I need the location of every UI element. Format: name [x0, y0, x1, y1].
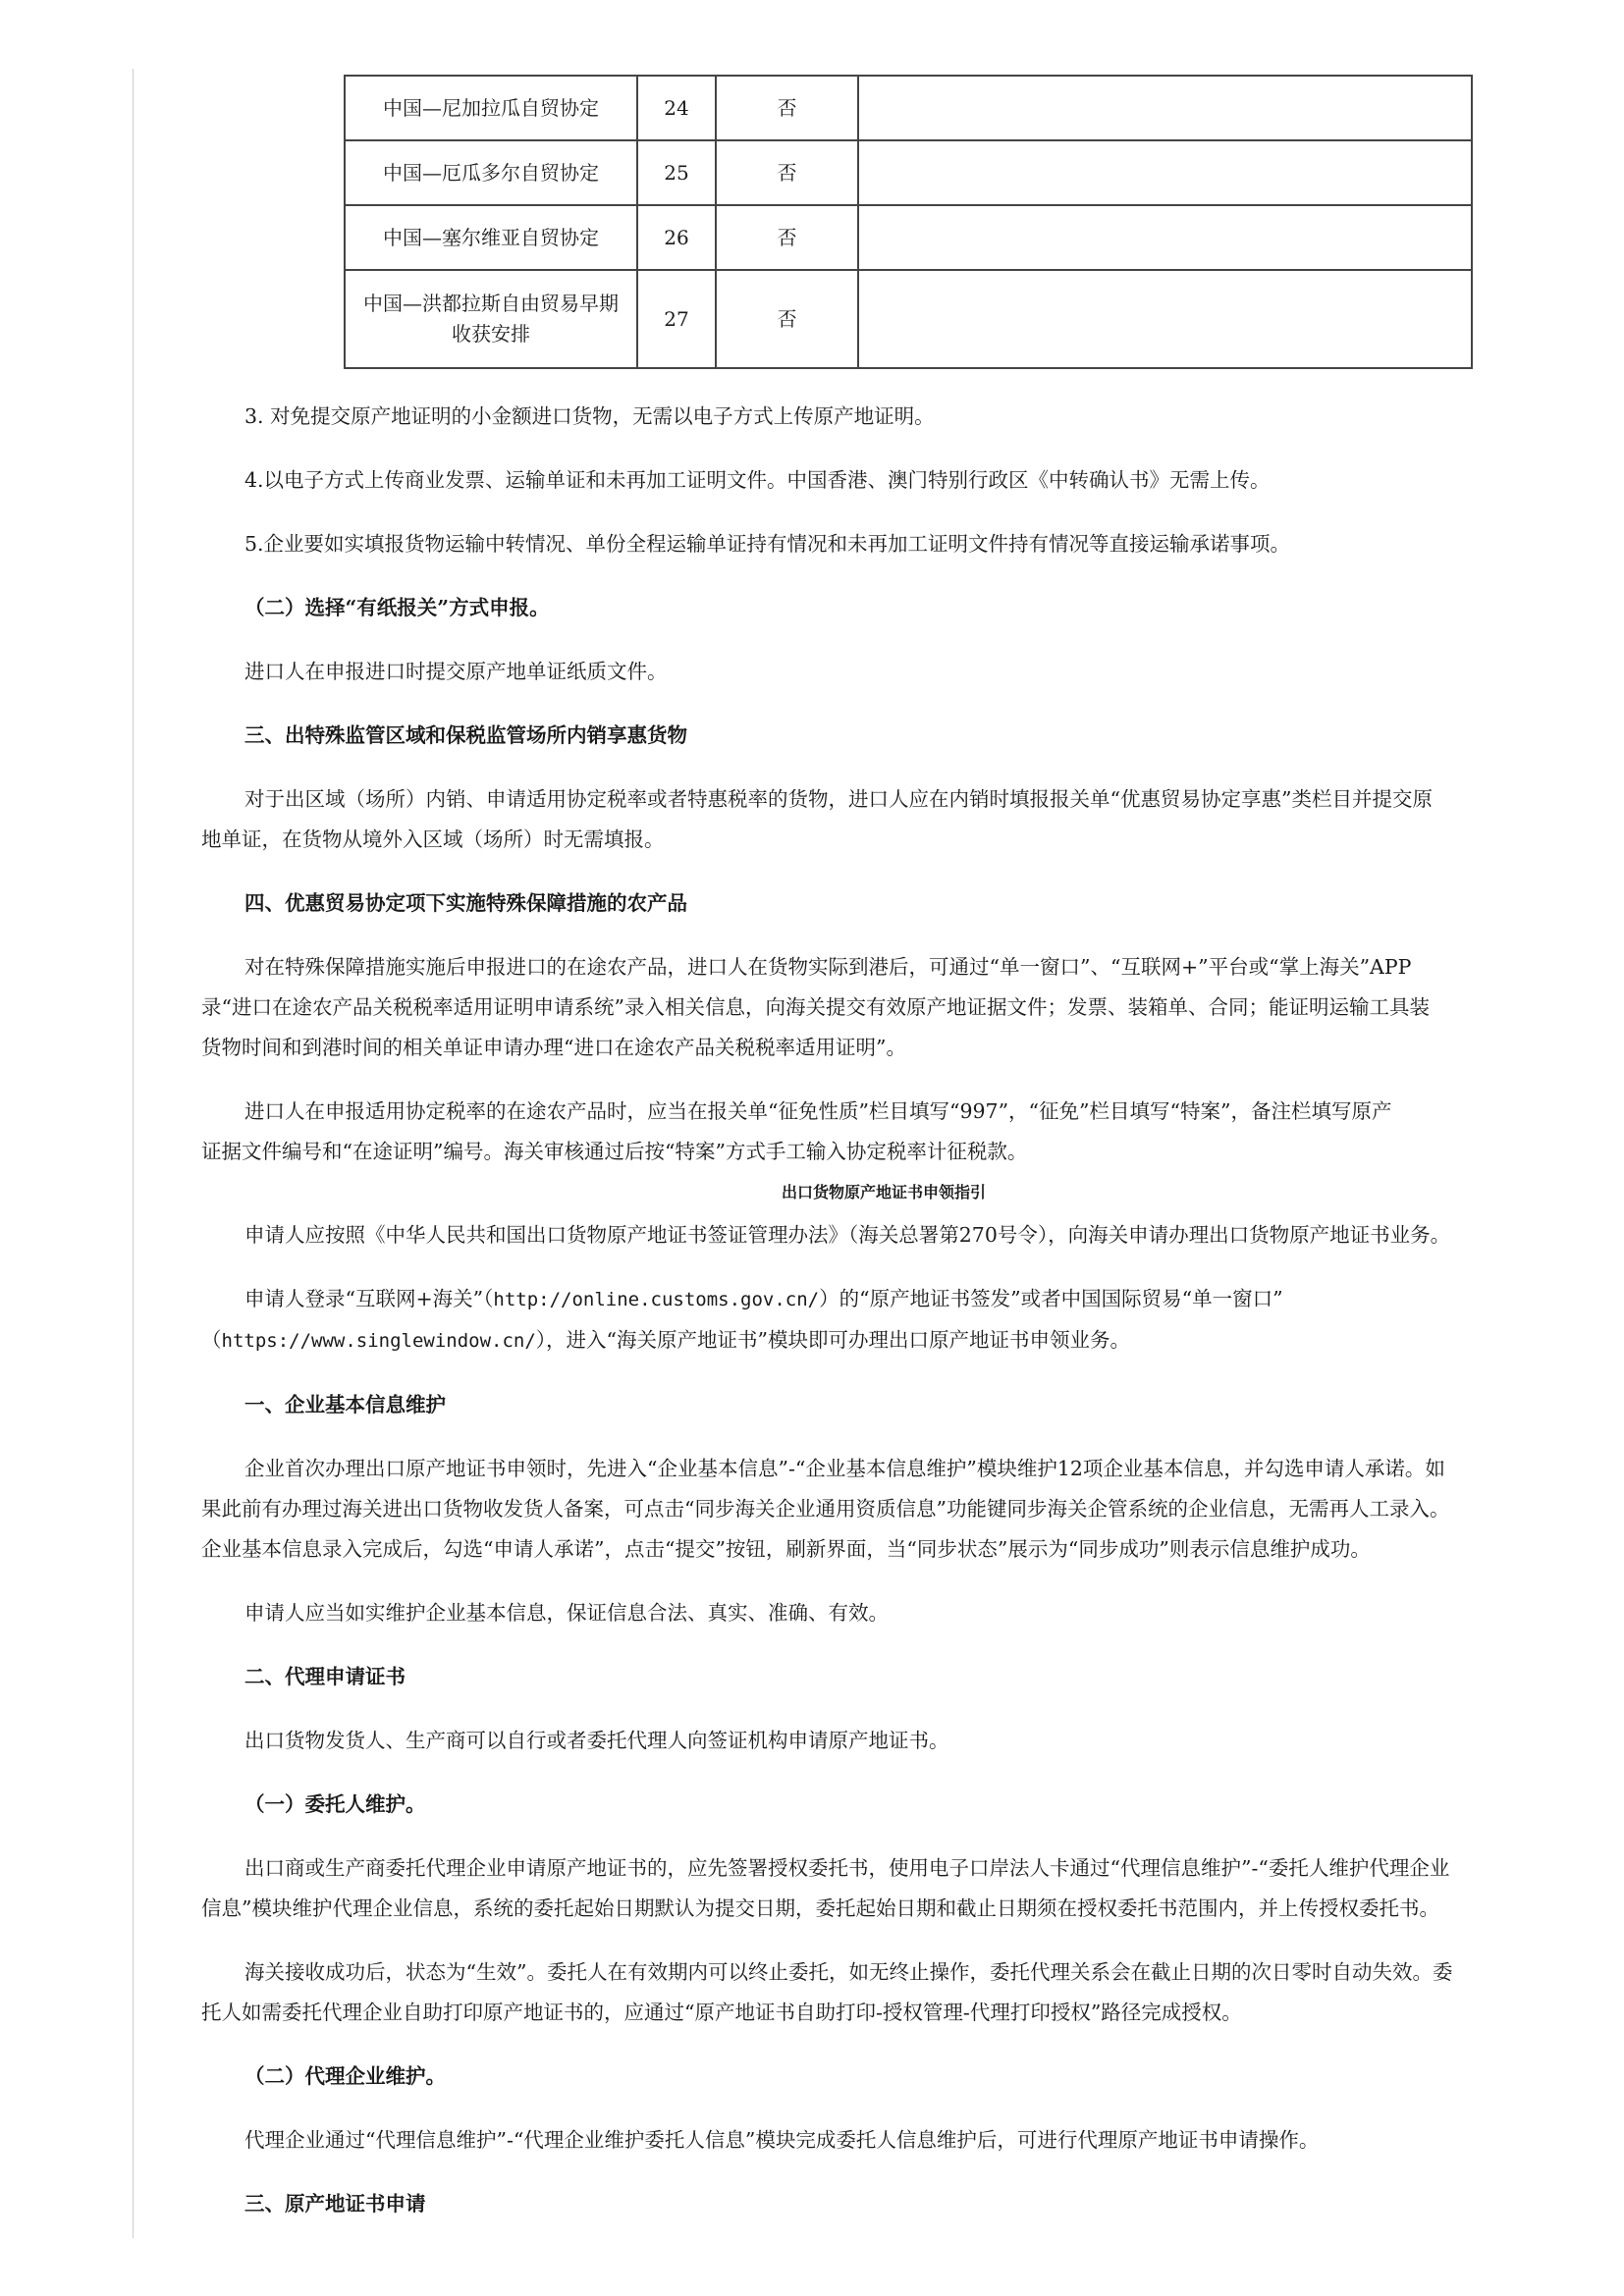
- section-heading: 四、优惠贸易协定项下实施特殊保障措施的农产品: [244, 891, 687, 915]
- table-cell-extra: [858, 270, 1472, 368]
- table-cell-flag: 否: [716, 270, 858, 368]
- text-span: 申请人登录“互联网+海关”（: [244, 1287, 494, 1310]
- paragraph-line: [201, 1320, 1566, 1362]
- paragraph: 代理企业通过“代理信息维护”-“代理企业维护委托人信息”模块完成委托人信息维护后，可进行代理原产地证书申请操作。: [244, 2128, 1320, 2152]
- paragraph: 3. 对免提交原产地证明的小金额进口货物，无需以电子方式上传原产地证明。: [244, 404, 935, 428]
- table-cell-name: 中国—塞尔维亚自贸协定: [345, 205, 637, 270]
- paragraph-line: 地单证，在货物从境外入区域（场所）时无需填报。: [201, 828, 665, 851]
- paragraph-line: 对在特殊保障措施实施后申报进口的在途农产品，进口人在货物实际到港后，可通过“单一窗口”、“互联网+”平台或“掌上海关”APP: [244, 955, 1412, 979]
- section-heading: 三、出特殊监管区域和保税监管场所内销享惠货物: [244, 723, 687, 747]
- paragraph-line: 信息”模块维护代理企业信息，系统的委托起始日期默认为提交日期，委托起始日期和截止日期须在授权委托书范围内，并上传授权委托书。: [201, 1896, 1439, 1920]
- paragraph-line: 货物时间和到港时间的相关单证申请办理“进口在途农产品关税税率适用证明”。: [201, 1036, 906, 1059]
- table-cell-flag: 否: [716, 140, 858, 205]
- customs-url-link[interactable]: http://online.customs.gov.cn/: [493, 1289, 820, 1310]
- paragraph-line: [201, 1279, 1566, 1320]
- text-span: ）的“原产地证书签发”或者中国国际贸易“单一窗口”: [819, 1287, 1283, 1310]
- paragraph: 申请人应按照《中华人民共和国出口货物原产地证书签证管理办法》（海关总署第270号令），向海关申请办理出口货物原产地证书业务。: [244, 1223, 1451, 1247]
- table-cell-name: 中国—厄瓜多尔自贸协定: [345, 140, 637, 205]
- paragraph-line: 进口人在申报适用协定税率的在途农产品时，应当在报关单“征免性质”栏目填写“997”，“征免”栏目填写“特案”，备注栏填写原产: [244, 1099, 1392, 1123]
- paragraph-line: 托人如需委托代理企业自助打印原产地证书的，应通过“原产地证书自助打印-授权管理-代理打印授权”路径完成授权。: [201, 2001, 1242, 2024]
- document-body: [201, 75, 1566, 2248]
- table-cell-name: 中国—尼加拉瓜自贸协定: [345, 76, 637, 140]
- section-heading: 二、代理申请证书: [244, 1665, 406, 1688]
- paragraph-line: 录“进口在途农产品关税税率适用证明申请系统”录入相关信息，向海关提交有效原产地证据文件；发票、装箱单、合同；能证明运输工具装: [201, 995, 1430, 1019]
- section-heading: （二）选择“有纸报关”方式申报。: [244, 596, 550, 619]
- paragraph-line: 对于出区域（场所）内销、申请适用协定税率或者特惠税率的货物，进口人应在内销时填报报关单“优惠贸易协定享惠”类栏目并提交原: [244, 787, 1433, 811]
- table-cell-number: 24: [637, 76, 716, 140]
- table-cell-extra: [858, 140, 1472, 205]
- table-cell-number: 26: [637, 205, 716, 270]
- table-cell-flag: 否: [716, 76, 858, 140]
- section-heading: 一、企业基本信息维护: [244, 1393, 446, 1416]
- paragraph: 4.以电子方式上传商业发票、运输单证和未再加工证明文件。中国香港、澳门特别行政区《中转确认书》无需上传。: [244, 468, 1271, 492]
- table-cell-number: 25: [637, 140, 716, 205]
- section-heading: 三、原产地证书申请: [244, 2192, 426, 2216]
- paragraph: 进口人在申报进口时提交原产地单证纸质文件。: [244, 660, 668, 683]
- table-cell-extra: [858, 76, 1472, 140]
- fta-table: [344, 75, 1473, 369]
- paragraph: 出口货物发货人、生产商可以自行或者委托代理人向签证机构申请原产地证书。: [244, 1729, 949, 1752]
- paragraph-line: 海关接收成功后，状态为“生效”。委托人在有效期内可以终止委托，如无终止操作，委托代理关系会在截止日期的次日零时自动失效。委: [244, 1960, 1453, 1984]
- table-row: [345, 76, 1472, 140]
- table-cell-extra: [858, 205, 1472, 270]
- table-row: [345, 140, 1472, 205]
- table-cell-name-line: 中国—洪都拉斯自由贸易早期: [363, 292, 619, 315]
- section-heading: （一）委托人维护。: [244, 1792, 426, 1816]
- table-cell-flag: 否: [716, 205, 858, 270]
- paragraph-line: 果此前有办理过海关进出口货物收发货人备案，可点击“同步海关企业通用资质信息”功能键同步海关企管系统的企业信息，无需再人工录入。: [201, 1497, 1450, 1521]
- text-span: （: [201, 1328, 222, 1352]
- paragraph-line: 企业首次办理出口原产地证书申领时，先进入“企业基本信息”-“企业基本信息维护”模块维护12项企业基本信息，并勾选申请人承诺。如: [244, 1457, 1445, 1480]
- margin-rule: [133, 69, 134, 2238]
- section-heading: （二）代理企业维护。: [244, 2064, 446, 2088]
- singlewindow-url-link[interactable]: https://www.singlewindow.cn/: [221, 1330, 536, 1352]
- paragraph-line: 证据文件编号和“在途证明”编号。海关审核通过后按“特案”方式手工输入协定税率计征税款。: [201, 1140, 1028, 1163]
- table-row: [345, 270, 1472, 368]
- table-cell-number: 27: [637, 270, 716, 368]
- paragraph-line: 出口商或生产商委托代理企业申请原产地证书的，应先签署授权委托书，使用电子口岸法人卡通过“代理信息维护”-“委托人维护代理企业: [244, 1856, 1450, 1880]
- text-span: ），进入“海关原产地证书”模块即可办理出口原产地证书申领业务。: [535, 1328, 1131, 1352]
- table-cell-name: [345, 270, 637, 368]
- paragraph: 5.企业要如实填报货物运输中转情况、单份全程运输单证持有情况和未再加工证明文件持有情况等直接运输承诺事项。: [244, 532, 1291, 556]
- paragraph: 申请人应当如实维护企业基本信息，保证信息合法、真实、准确、有效。: [244, 1601, 889, 1625]
- paragraph-line: 企业基本信息录入完成后，勾选“申请人承诺”，点击“提交”按钮，刷新界面，当“同步状态”展示为“同步成功”则表示信息维护成功。: [201, 1537, 1371, 1561]
- table-row: [345, 205, 1472, 270]
- table-cell-name-line: 收获安排: [452, 322, 530, 346]
- document-title: 出口货物原产地证书申领指引: [781, 1183, 986, 1201]
